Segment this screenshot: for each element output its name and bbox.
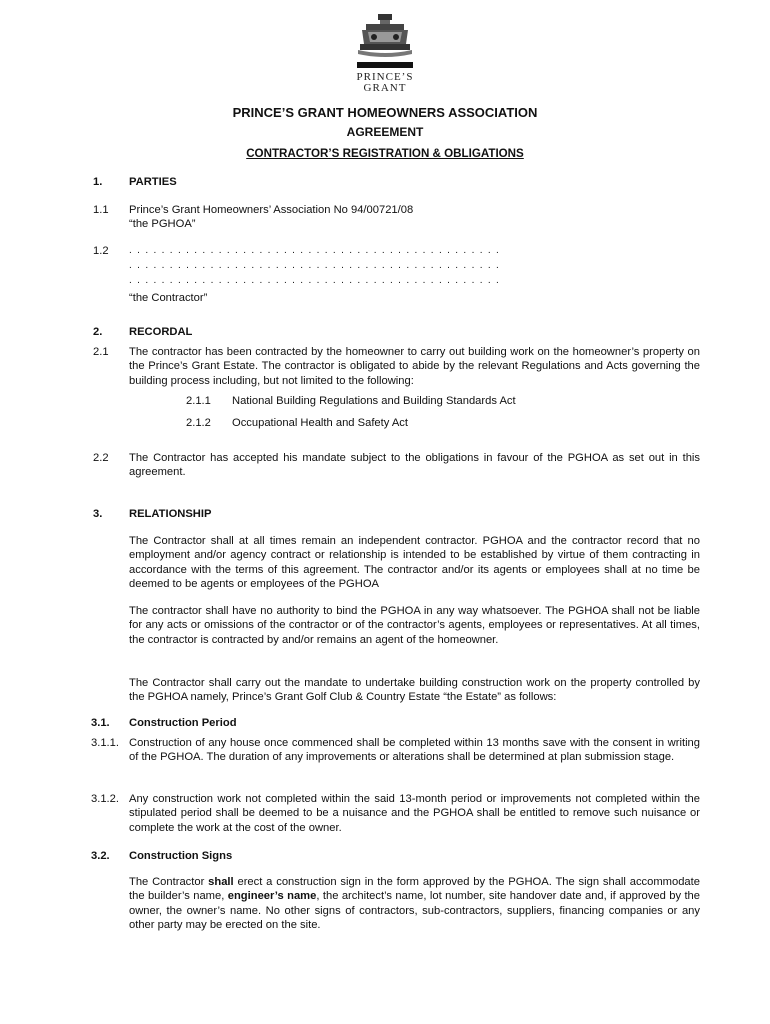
- signs-text-2: erect a construction sign in the form approved by the PGHOA. The sign shall accommodate the builder’s name,: [129, 876, 700, 903]
- estate-logo: [340, 14, 430, 94]
- contractor-blank-line-3: . . . . . . . . . . . . . . . . . . . . . . . . . . . . . . . . . . . . . . . . . . . . . .: [129, 275, 501, 286]
- clause-3-1-1-number: 3.1.1.: [91, 737, 119, 749]
- clause-3-1-2-number: 3.1.2.: [91, 793, 119, 805]
- document-heading: CONTRACTOR’S REGISTRATION & OBLIGATIONS: [246, 147, 524, 160]
- section-2-title: RECORDAL: [129, 326, 193, 338]
- document-subtitle: AGREEMENT: [346, 125, 424, 139]
- signs-text-shall: shall: [208, 876, 234, 888]
- relationship-paragraph-1: The Contractor shall at all times remain an independent contractor. PGHOA and the contractor record that no employment and/or agency contract or relationship is intended to be established by virtue of them contracting in accordance with the terms of this agreement. The contractor and/or its agents or employees shall at no time be deemed to be agents or employees of the PGHOA: [129, 535, 700, 591]
- clause-1-2-label: “the Contractor”: [129, 292, 208, 304]
- clause-2-2-number: 2.2: [93, 452, 109, 464]
- clause-3-1-2-text: Any construction work not completed within the said 13-month period or improvements not completed within the stipulated period shall be deemed to be a nuisance and the PGHOA shall be entitled to remove such nuisance or complete the work at the cost of the owner.: [129, 793, 700, 834]
- clause-2-2-text: The Contractor has accepted his mandate subject to the obligations in favour of the PGHOA as set out in this agreement.: [129, 452, 700, 479]
- signs-text-1: The Contractor: [129, 876, 209, 888]
- crest-icon: [356, 14, 414, 60]
- relationship-paragraph-2: The contractor shall have no authority to bind the PGHOA in any way whatsoever. The PGHOA shall not be liable for any acts or omissions of the contractor or of the contractor’s agents, employees or representatives. At all times, the contractor is contracted by and/or remains an agent of the homeowner.: [129, 605, 700, 646]
- clause-1-1-line-1: Prince’s Grant Homeowners’ Association No 94/00721/08: [129, 204, 414, 216]
- logo-bar: [357, 62, 413, 68]
- section-1-title: PARTIES: [129, 176, 177, 188]
- clause-2-1-2-number: 2.1.2: [186, 417, 211, 429]
- clause-2-1-1-text: National Building Regulations and Building Standards Act: [232, 395, 516, 407]
- contractor-blank-line-1: . . . . . . . . . . . . . . . . . . . . . . . . . . . . . . . . . . . . . . . . . . . . . .: [129, 245, 501, 256]
- section-2-number: 2.: [93, 326, 103, 338]
- construction-signs-paragraph: [129, 875, 700, 933]
- clause-1-2-number: 1.2: [93, 245, 109, 257]
- clause-3-1-1-text: Construction of any house once commenced shall be completed within 13 months save with the consent in writing of the PGHOA. The duration of any improvements or alterations shall be determined at plan submission stage.: [129, 737, 700, 764]
- contractor-blank-line-2: . . . . . . . . . . . . . . . . . . . . . . . . . . . . . . . . . . . . . . . . . . . . . .: [129, 260, 501, 271]
- clause-3-1-title: Construction Period: [129, 717, 237, 729]
- clause-3-1-number: 3.1.: [91, 717, 110, 729]
- clause-1-1-number: 1.1: [93, 204, 109, 216]
- logo-line-2: GRANT: [363, 82, 407, 94]
- section-3-title: RELATIONSHIP: [129, 508, 212, 520]
- clause-2-1-text: The contractor has been contracted by the homeowner to carry out building work on the homeowner’s property on the Prince’s Grant Estate. The contractor is obligated to abide by the relevant Regulations and Acts governing the building process including, but not limited to the following:: [129, 346, 700, 387]
- clause-1-1-line-2: “the PGHOA”: [129, 218, 196, 230]
- relationship-paragraph-3: The Contractor shall carry out the mandate to undertake building construction work on the property controlled by the PGHOA namely, Prince’s Grant Golf Club & Country Estate “the Estate” as follows:: [129, 677, 700, 704]
- clause-2-1-1-number: 2.1.1: [186, 395, 211, 407]
- clause-3-2-title: Construction Signs: [129, 850, 233, 862]
- document-title: PRINCE’S GRANT HOMEOWNERS ASSOCIATION: [232, 105, 538, 120]
- signs-text-3: , the architect’s name, lot number, site handover date and, if approved by the owner, the owner’s name. No other signs of contractors, sub-contractors, suppliers, financing companies or any other party may be erected on the site.: [129, 890, 700, 932]
- clause-2-1-2-text: Occupational Health and Safety Act: [232, 417, 409, 429]
- clause-2-1-number: 2.1: [93, 346, 109, 358]
- section-1-number: 1.: [93, 176, 103, 188]
- logo-line-1: PRINCE’S: [356, 71, 414, 83]
- signs-text-engineer: engineer’s name: [227, 890, 317, 903]
- clause-3-2-number: 3.2.: [91, 850, 110, 862]
- section-3-number: 3.: [93, 508, 103, 520]
